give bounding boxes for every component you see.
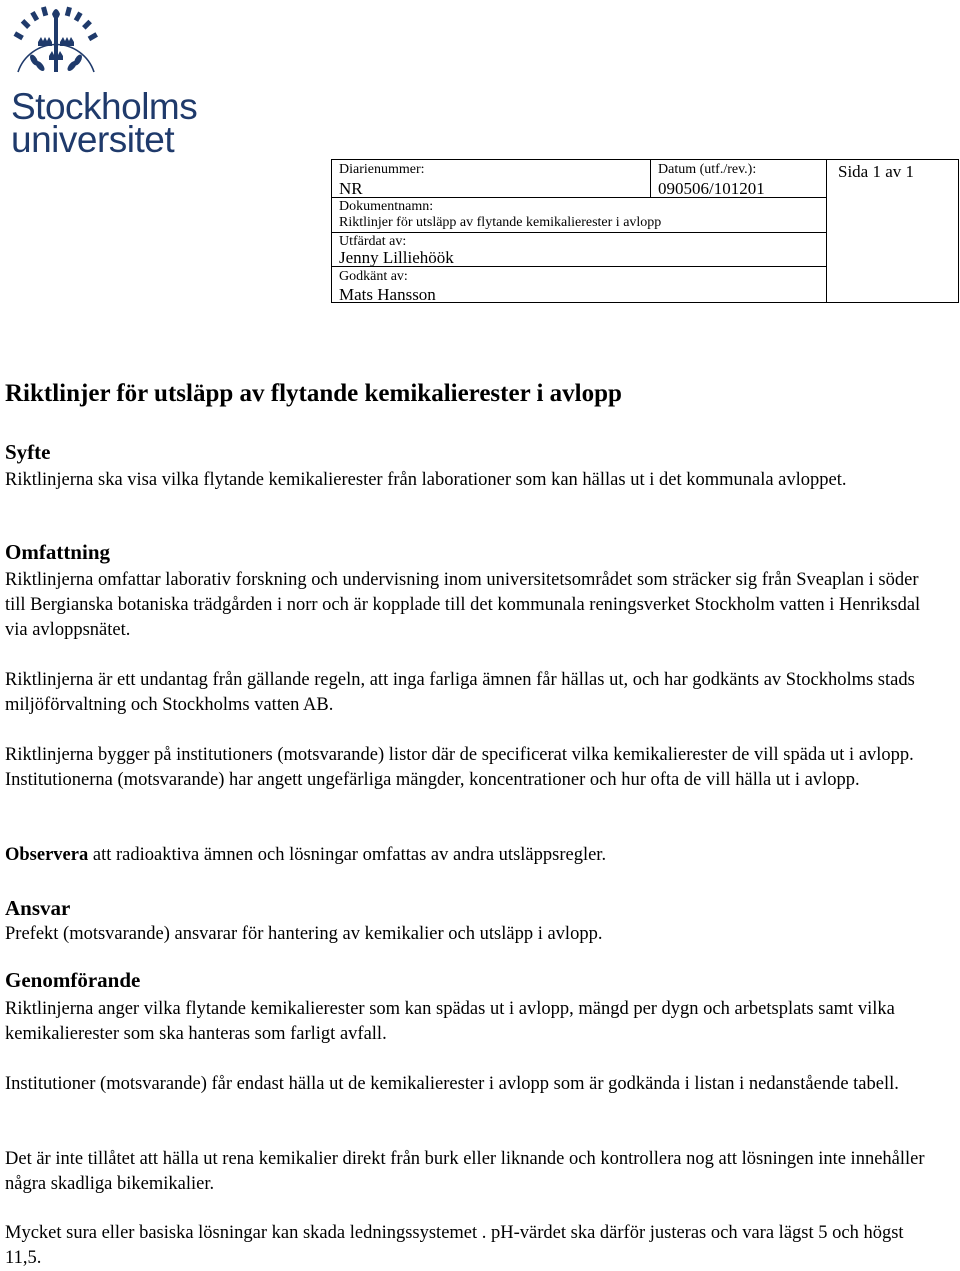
utfardat-value: Jenny Lilliehöök xyxy=(339,248,454,267)
paragraph-genomforande-2: Institutioner (motsvarande) får endast hälla ut de kemikalierester i avlopp som är godkända i listan i nedanstående tabell. xyxy=(5,1074,899,1094)
observera-bold: Observera xyxy=(5,845,89,865)
heading-syfte: Syfte xyxy=(5,440,51,464)
paragraph-genomforande-3: Det är inte tillåtet att hälla ut rena kemikalier direkt från burk eller liknande och kontrollera nog att lösningen inte innehåller några skadliga bikemikalier. xyxy=(5,1149,925,1194)
heading-ansvar: Ansvar xyxy=(5,896,71,920)
paragraph-omfattning-3: Riktlinjerna bygger på institutioners (motsvarande) listor där de specificerat vilka kemikalierester de vill späda ut i avlopp. Institutionerna (motsvarande) har angett ungefärliga mängder, koncentrationer och hur ofta de vill hälla ut i avlopp. xyxy=(5,745,914,790)
dokumentnamn-label: Dokumentnamn: xyxy=(339,199,434,214)
datum-value: 090506/101201 xyxy=(658,179,765,198)
utfardat-label: Utfärdat av: xyxy=(339,234,407,249)
godkant-value: Mats Hansson xyxy=(339,285,436,304)
wordmark-line-2: universitet xyxy=(11,119,175,160)
heading-omfattning: Omfattning xyxy=(5,540,110,564)
paragraph-syfte: Riktlinjerna ska visa vilka flytande kemikalierester från laborationer som kan hällas ut i det kommunala avloppet. xyxy=(5,470,847,490)
datum-label: Datum (utf./rev.): xyxy=(658,162,757,177)
heading-genomforande: Genomförande xyxy=(5,968,141,992)
dokumentnamn-value: Riktlinjer för utsläpp av flytande kemikalierester i avlopp xyxy=(339,215,662,230)
paragraph-observera xyxy=(5,843,925,868)
paragraph-ansvar: Prefekt (motsvarande) ansvarar för hantering av kemikalier och utsläpp i avlopp. xyxy=(5,924,603,944)
wordmark-line-1: Stockholms xyxy=(11,86,198,127)
observera-rest: att radioaktiva ämnen och lösningar omfattas av andra utsläppsregler. xyxy=(88,845,607,865)
document-header-table xyxy=(331,159,959,303)
stockholm-university-seal-icon xyxy=(8,2,104,96)
page-count: Sida 1 av 1 xyxy=(838,162,915,181)
diarienummer-label: Diarienummer: xyxy=(339,162,425,177)
university-wordmark xyxy=(11,86,198,160)
diarienummer-value: NR xyxy=(339,179,363,198)
paragraph-genomforande-4: Mycket sura eller basiska lösningar kan skada ledningssystemet . pH-värdet ska därför justeras och vara lägst 5 och högst 11,5. xyxy=(5,1223,904,1268)
paragraph-omfattning-2: Riktlinjerna är ett undantag från gällande regeln, att inga farliga ämnen får hällas ut, och har godkänts av Stockholms stads miljöförvaltning och Stockholms vatten AB. xyxy=(5,670,915,715)
paragraph-genomforande-1: Riktlinjerna anger vilka flytande kemikalierester som kan spädas ut i avlopp, mängd per dygn och arbetsplats samt vilka kemikalierester som ska hanteras som farligt avfall. xyxy=(5,999,895,1044)
paragraph-omfattning-1: Riktlinjerna omfattar laborativ forskning och undervisning inom universitetsområdet som sträcker sig från Sveaplan i söder till Bergianska botaniska trädgården i norr och är kopplade till det kommunala reningsverket Stockholm vatten i Henriksdal via avloppsnätet. xyxy=(5,570,921,640)
document-title: Riktlinjer för utsläpp av flytande kemikalierester i avlopp xyxy=(5,380,622,407)
godkant-label: Godkänt av: xyxy=(339,269,408,284)
university-logo xyxy=(6,2,198,160)
